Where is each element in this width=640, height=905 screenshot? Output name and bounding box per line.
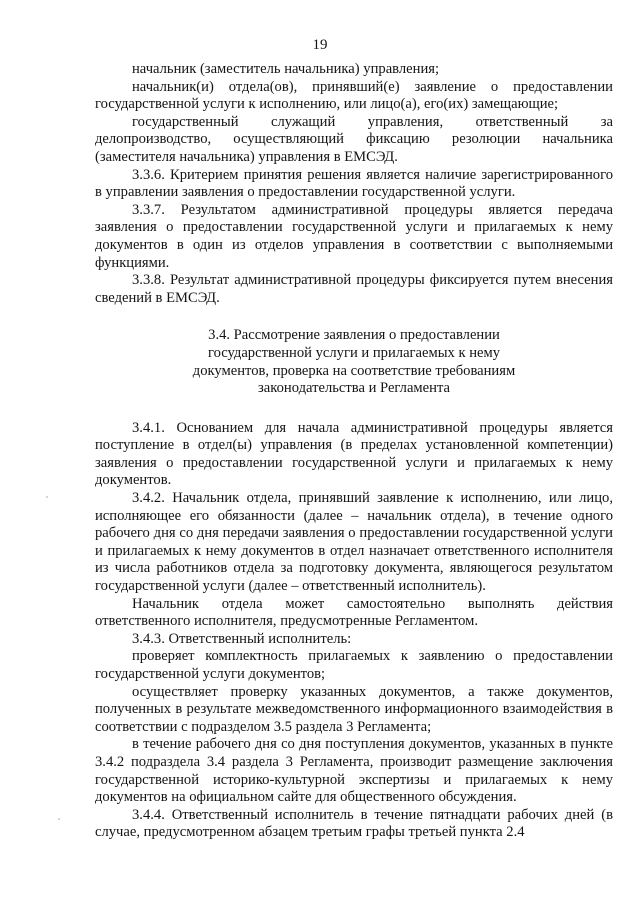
section-heading-line: законодательства и Регламента <box>258 380 450 397</box>
paragraph: осуществляет проверку указанных документов, а также документов, полученных в результате межведомственного информационного взаимодействия в соответствии с подразделом 3.5 раздела 3 Регламента; <box>95 683 613 735</box>
scan-speck <box>46 496 48 498</box>
spacer <box>95 398 613 420</box>
paragraph: проверяет комплектность прилагаемых к заявлению о предоставлении государственной услуги документов; <box>95 648 613 682</box>
paragraph: в течение рабочего дня со дня поступления документов, указанных в пункте 3.4.2 подраздела 3.4 раздела 3 Регламента, производит размещение заключения государственной историко-культурной экспертизы и прилагаемых к нему документов на официальном сайте для общественного обсуждения. <box>95 736 613 806</box>
document-body <box>95 61 613 842</box>
paragraph: Начальник отдела может самостоятельно выполнять действия ответственного исполнителя, предусмотренные Регламентом. <box>95 595 613 630</box>
section-heading <box>135 327 573 397</box>
paragraph: 3.4.3. Ответственный исполнитель: <box>132 630 352 647</box>
paragraph: 3.4.2. Начальник отдела, принявший заявление к исполнению, или лицо, исполняющее его обязанности (далее – начальник отдела), в течение одного рабочего дня со дня передачи заявления о предоставлении государственной услуги и прилагаемых к нему документов в отдел назначает ответственного исполнителя из числа работников отдела за подготовку документа, являющегося результатом государственной услуги (далее – ответственный исполнитель). <box>95 490 613 595</box>
paragraph: 3.3.6. Критерием принятия решения является наличие зарегистрированного в управлении заявления о предоставлении государственной услуги. <box>95 166 613 201</box>
paragraph: 3.3.7. Результатом административной процедуры является передача заявления о предоставлении государственной услуги и прилагаемых к нему документов в один из отделов управления в соответствии с выполняемыми функциями. <box>95 201 613 271</box>
paragraph: государственный служащий управления, ответственный за делопроизводство, осуществляющий фиксацию резолюции начальника (заместителя начальника) управления в ЕМСЭД. <box>95 113 613 165</box>
scan-speck <box>58 818 60 820</box>
section-heading-line: документов, проверка на соответствие требованиям <box>192 362 516 379</box>
paragraph: 3.3.8. Результат административной процедуры фиксируется путем внесения сведений в ЕМСЭД. <box>95 272 613 306</box>
section-heading-line: 3.4. Рассмотрение заявления о предоставлении <box>208 327 500 344</box>
paragraph: 3.4.1. Основанием для начала административной процедуры является поступление в отдел(ы) управления (в пределах установленной компетенции) заявления о предоставлении государственной услуги и прилагаемых к нему документов. <box>95 419 613 489</box>
paragraph: начальник (заместитель начальника) управления; <box>132 61 440 77</box>
paragraph: 3.4.4. Ответственный исполнитель в течение пятнадцати рабочих дней (в случае, предусмотренном абзацем третьим графы третьей пункта 2.4 <box>95 806 613 841</box>
page-number: 19 <box>312 37 328 53</box>
spacer <box>95 307 613 327</box>
paragraph: начальник(и) отдела(ов), принявший(е) заявление о предоставлении государственной услуги к исполнению, или лицо(а), его(их) замещающие; <box>95 78 613 113</box>
section-heading-line: государственной услуги и прилагаемых к нему <box>207 344 501 361</box>
